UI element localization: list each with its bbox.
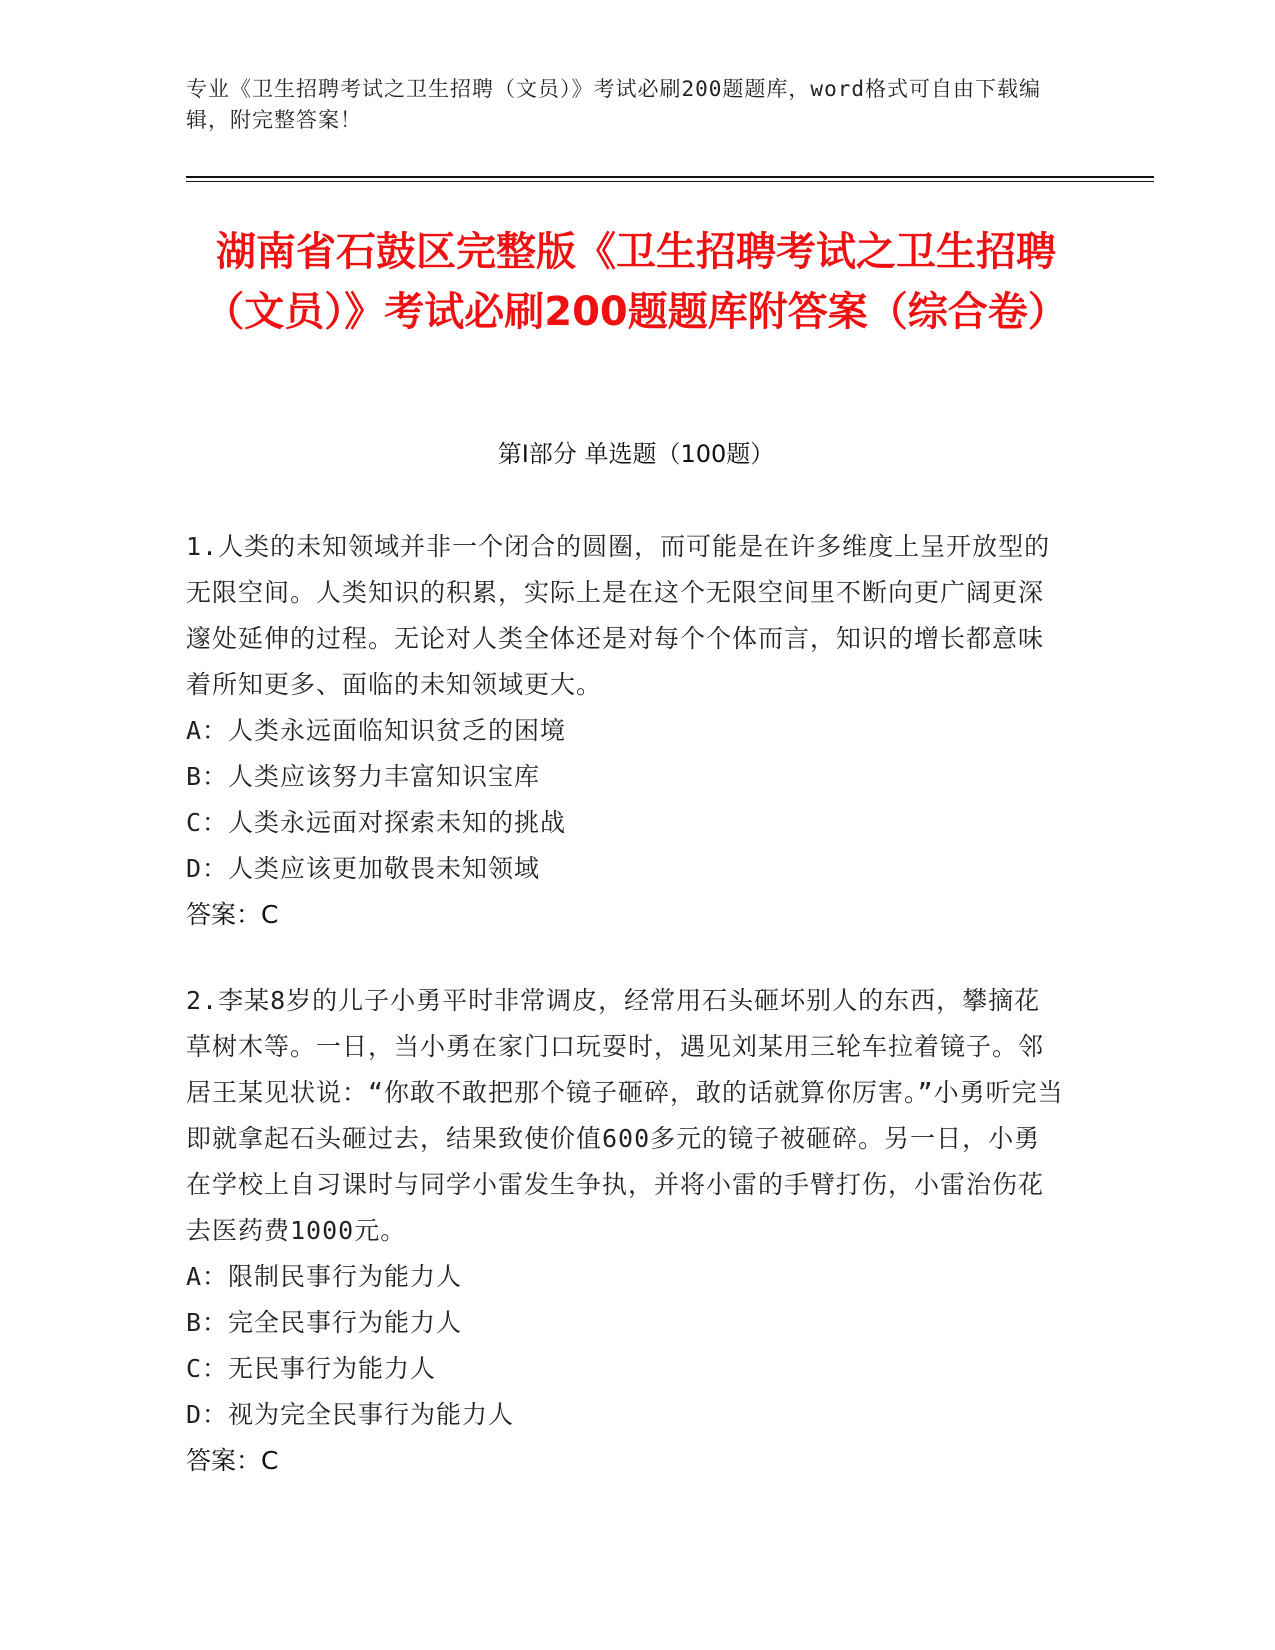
header-note: 专业《卫生招聘考试之卫生招聘（文员）》考试必刷200题题库，word格式可自由下载编辑，附完整答案！ bbox=[186, 77, 1041, 132]
header-rule-thin bbox=[186, 181, 1154, 182]
option-a: A：人类永远面临知识贫乏的困境 bbox=[186, 716, 567, 745]
answer: 答案：C bbox=[186, 1446, 279, 1475]
option-c: C：无民事行为能力人 bbox=[186, 1354, 437, 1383]
option-b: B：人类应该努力丰富知识宝库 bbox=[186, 762, 541, 791]
option-c: C：人类永远面对探索未知的挑战 bbox=[186, 808, 567, 837]
question-stem: 2.李某8岁的儿子小勇平时非常调皮，经常用石头砸坏别人的东西，攀摘花草树木等。一日，当小勇在家门口玩耍时，遇见刘某用三轮车拉着镜子。邻居王某见状说：“你敢不敢把那个镜子砸碎，敢的话就算你厉害。”小勇听完当即就拿起石头砸过去，结果致使价值600多元的镜子被砸碎。另一日，小勇在学校上自习课时与同学小雷发生争执，并将小雷的手臂打伤，小雷治伤花去医药费1000元。 bbox=[186, 986, 1064, 1245]
option-d: D：人类应该更加敬畏未知领域 bbox=[186, 854, 541, 883]
header-rule-thick bbox=[186, 176, 1154, 178]
question-2 bbox=[186, 978, 1066, 1484]
answer: 答案：C bbox=[186, 900, 279, 929]
option-b: B：完全民事行为能力人 bbox=[186, 1308, 463, 1337]
option-a: A：限制民事行为能力人 bbox=[186, 1262, 463, 1291]
section-heading: 第Ⅰ部分 单选题（100题） bbox=[497, 440, 775, 468]
question-stem: 1.人类的未知领域并非一个闭合的圆圈，而可能是在许多维度上呈开放型的无限空间。人类知识的积累，实际上是在这个无限空间里不断向更广阔更深邃处延伸的过程。无论对人类全体还是对每个个体而言，知识的增长都意味着所知更多、面临的未知领域更大。 bbox=[186, 532, 1051, 699]
document-title: 湖南省石鼓区完整版《卫生招聘考试之卫生招聘（文员）》考试必刷200题题库附答案（综合卷） bbox=[204, 229, 1068, 335]
option-d: D：视为完全民事行为能力人 bbox=[186, 1400, 515, 1429]
question-1 bbox=[186, 524, 1066, 938]
